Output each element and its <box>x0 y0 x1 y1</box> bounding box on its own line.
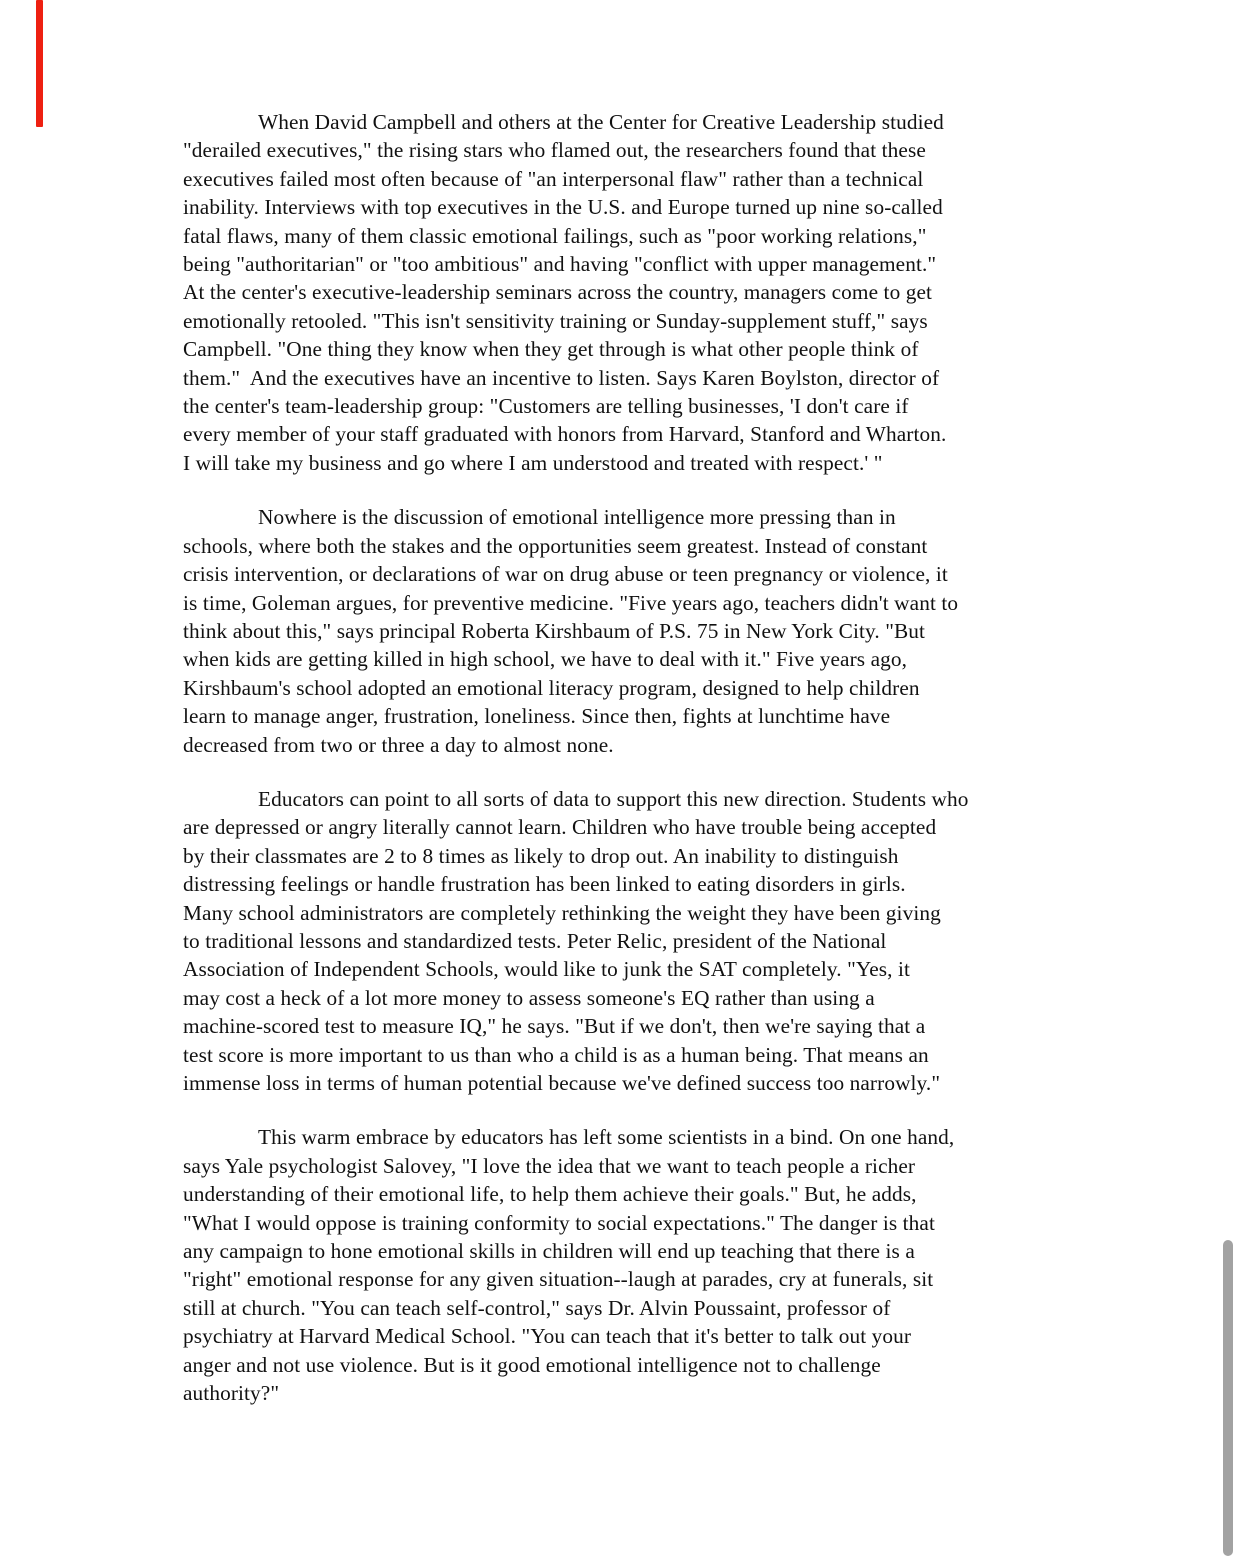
scroll-position-marker <box>36 0 43 127</box>
text-line: This warm embrace by educators has left some scientists in a bind. On one hand, <box>258 1125 955 1150</box>
text-line: psychiatry at Harvard Medical School. "You can teach that it's better to talk out your <box>183 1324 912 1349</box>
paragraph <box>183 108 1123 477</box>
text-line: test score is more important to us than who a child is as a human being. That means an <box>183 1042 929 1067</box>
text-line: inability. Interviews with top executives in the U.S. and Europe turned up nine so-called <box>183 195 943 220</box>
text-line: authority?" <box>183 1381 280 1406</box>
text-line: "What I would oppose is training conformity to social expectations." The danger is that <box>183 1210 935 1235</box>
text-line: Many school administrators are completely rethinking the weight they have been giving <box>183 900 941 925</box>
text-line: decreased from two or three a day to almost none. <box>183 732 614 757</box>
text-line: to traditional lessons and standardized tests. Peter Relic, president of the National <box>183 928 887 953</box>
text-line: immense loss in terms of human potential because we've defined success too narrowly." <box>183 1071 941 1095</box>
text-line: by their classmates are 2 to 8 times as likely to drop out. An inability to distinguish <box>183 843 899 868</box>
text-line: every member of your staff graduated with honors from Harvard, Stanford and Wharton. <box>183 422 947 447</box>
text-block <box>183 108 1123 1433</box>
text-line: "derailed executives," the rising stars who flamed out, the researchers found that these <box>183 138 926 163</box>
text-line: Educators can point to all sorts of data to support this new direction. Students who <box>258 786 969 811</box>
text-line: learn to manage anger, frustration, loneliness. Since then, fights at lunchtime have <box>183 704 891 729</box>
text-line: being "authoritarian" or "too ambitious" and having "conflict with upper management." <box>183 252 937 277</box>
text-line: schools, where both the stakes and the opportunities seem greatest. Instead of constant <box>183 533 928 558</box>
text-line: At the center's executive-leadership seminars across the country, managers come to get <box>183 280 933 305</box>
text-line: When David Campbell and others at the Center for Creative Leadership studied <box>258 110 944 134</box>
text-line: I will take my business and go where I am understood and treated with respect.' " <box>183 450 883 475</box>
text-line: Nowhere is the discussion of emotional intelligence more pressing than in <box>258 505 896 530</box>
text-line: emotionally retooled. "This isn't sensitivity training or Sunday-supplement stuff," says <box>183 308 928 333</box>
text-line: are depressed or angry literally cannot learn. Children who have trouble being accepted <box>183 815 937 840</box>
text-line: when kids are getting killed in high school, we have to deal with it." Five years ago, <box>183 647 908 672</box>
text-line: think about this," says principal Roberta Kirshbaum of P.S. 75 in New York City. "But <box>183 618 926 643</box>
text-line: says Yale psychologist Salovey, "I love the idea that we want to teach people a richer <box>183 1153 916 1178</box>
text-line: any campaign to hone emotional skills in children will end up teaching that there is a <box>183 1239 915 1264</box>
paragraph <box>183 503 1123 759</box>
text-line: the center's team-leadership group: "Customers are telling businesses, 'I don't care if <box>183 394 909 419</box>
text-line: is time, Goleman argues, for preventive medicine. "Five years ago, teachers didn't want to <box>183 590 959 615</box>
text-line: executives failed most often because of "an interpersonal flaw" rather than a technical <box>183 166 924 191</box>
vertical-scrollbar-thumb[interactable] <box>1223 1240 1233 1556</box>
text-line: crisis intervention, or declarations of war on drug abuse or teen pregnancy or violence, it <box>183 562 948 587</box>
text-line: them." And the executives have an incentive to listen. Says Karen Boylston, director of <box>183 365 940 390</box>
text-line: still at church. "You can teach self-control," says Dr. Alvin Poussaint, professor of <box>183 1295 891 1320</box>
text-line: Association of Independent Schools, would like to junk the SAT completely. "Yes, it <box>183 957 911 982</box>
text-line: may cost a heck of a lot more money to assess someone's EQ rather than using a <box>183 985 875 1010</box>
text-line: fatal flaws, many of them classic emotional failings, such as "poor working relations," <box>183 223 927 248</box>
text-line: Campbell. "One thing they know when they get through is what other people think of <box>183 337 919 362</box>
text-line: anger and not use violence. But is it good emotional intelligence not to challenge <box>183 1352 881 1377</box>
text-line: "right" emotional response for any given situation--laugh at parades, cry at funerals, sit <box>183 1267 934 1292</box>
paragraph <box>183 785 1123 1097</box>
text-line: understanding of their emotional life, to help them achieve their goals." But, he adds, <box>183 1182 917 1207</box>
text-line: Kirshbaum's school adopted an emotional literacy program, designed to help children <box>183 675 920 700</box>
text-line: distressing feelings or handle frustration has been linked to eating disorders in girls. <box>183 872 906 897</box>
paragraph <box>183 1123 1123 1407</box>
text-line: machine-scored test to measure IQ," he says. "But if we don't, then we're saying that a <box>183 1014 926 1039</box>
